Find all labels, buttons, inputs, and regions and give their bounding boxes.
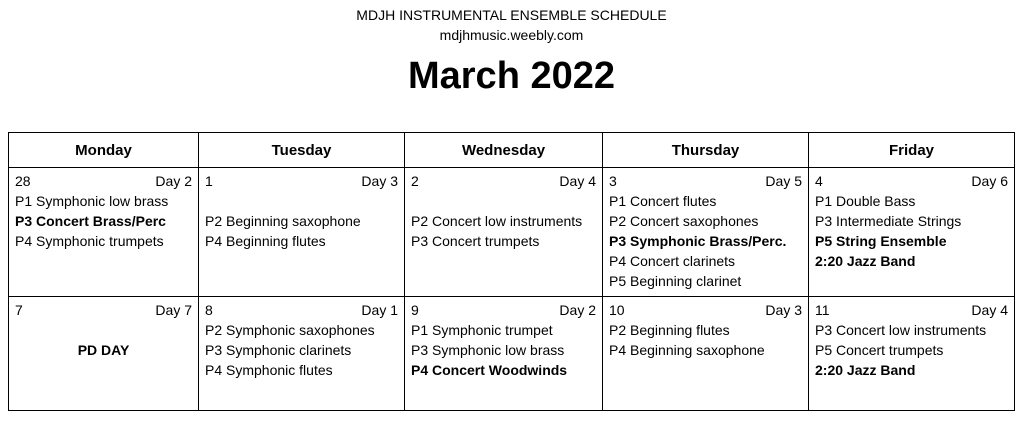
calendar-grid — [8, 132, 1015, 411]
schedule-entry: P1 Concert flutes — [609, 193, 717, 209]
rotation-day: Day 3 — [361, 173, 398, 189]
schedule-entry: P1 Double Bass — [815, 193, 916, 209]
schedule-entry: P5 Concert trumpets — [815, 342, 944, 358]
week-row — [9, 168, 1015, 297]
rotation-day: Day 7 — [155, 302, 192, 318]
weekday-header-row — [9, 133, 1015, 168]
day-cell — [809, 297, 1015, 411]
schedule-entry: P3 Concert Brass/Perc — [15, 213, 166, 229]
schedule-entry: P2 Beginning flutes — [609, 322, 730, 338]
month-title: March 2022 — [407, 55, 615, 97]
day-cell — [405, 297, 603, 411]
schedule-entry: P4 Symphonic flutes — [205, 362, 333, 378]
schedule-entry: P3 Concert low instruments — [815, 322, 987, 338]
schedule-entry: P3 Concert trumpets — [411, 233, 540, 249]
date-number: 2 — [411, 173, 419, 189]
schedule-entry: P5 Beginning clarinet — [609, 273, 742, 289]
date-number: 11 — [815, 302, 830, 318]
date-number: 8 — [205, 302, 213, 318]
schedule-entry: P2 Concert low instruments — [411, 213, 583, 229]
schedule-entry: P1 Symphonic low brass — [15, 193, 169, 209]
day-cell — [603, 168, 809, 297]
schedule-entry: 2:20 Jazz Band — [815, 253, 916, 269]
weekday-header: Tuesday — [199, 133, 405, 168]
schedule-entry: P3 Symphonic clarinets — [205, 342, 352, 358]
day-cell — [199, 297, 405, 411]
schedule-entry: P3 Intermediate Strings — [815, 213, 962, 229]
weekday-header: Thursday — [603, 133, 809, 168]
day-cell — [405, 168, 603, 297]
rotation-day: Day 4 — [971, 302, 1008, 318]
schedule-entry: P1 Symphonic trumpet — [411, 322, 553, 338]
schedule-entry: PD DAY — [77, 342, 130, 358]
rotation-day: Day 2 — [559, 302, 596, 318]
weekday-header: Wednesday — [405, 133, 603, 168]
schedule-entry: P3 Symphonic low brass — [411, 342, 565, 358]
schedule-entry: 2:20 Jazz Band — [815, 362, 916, 378]
empty-slot — [205, 191, 398, 211]
date-number: 28 — [15, 173, 31, 189]
date-number: 4 — [815, 173, 823, 189]
week-row — [9, 297, 1015, 411]
organization-title: MDJH INSTRUMENTAL ENSEMBLE SCHEDULE — [356, 7, 667, 23]
schedule-entry: P5 String Ensemble — [815, 233, 947, 249]
day-cell — [9, 168, 199, 297]
schedule-entry: P2 Beginning saxophone — [205, 213, 361, 229]
schedule-entry: P4 Beginning flutes — [205, 233, 326, 249]
schedule-entry: P4 Beginning saxophone — [609, 342, 765, 358]
date-number: 9 — [411, 302, 419, 318]
site-url: mdjhmusic.weebly.com — [439, 27, 584, 43]
rotation-day: Day 4 — [559, 173, 596, 189]
schedule-entry: P2 Symphonic saxophones — [205, 322, 375, 338]
day-cell — [809, 168, 1015, 297]
schedule-entry: P4 Symphonic trumpets — [15, 233, 164, 249]
weekday-header: Friday — [809, 133, 1015, 168]
rotation-day: Day 5 — [765, 173, 802, 189]
schedule-entry: P3 Symphonic Brass/Perc. — [609, 233, 787, 249]
day-cell — [199, 168, 405, 297]
rotation-day: Day 3 — [765, 302, 802, 318]
date-number: 3 — [609, 173, 617, 189]
day-cell — [603, 297, 809, 411]
schedule-entry: P2 Concert saxophones — [609, 213, 759, 229]
date-number: 10 — [609, 302, 625, 318]
schedule-entry: P4 Concert Woodwinds — [411, 362, 568, 378]
empty-slot — [411, 191, 596, 211]
weekday-header: Monday — [9, 133, 199, 168]
rotation-day: Day 1 — [361, 302, 398, 318]
date-number: 1 — [205, 173, 213, 189]
day-cell — [9, 297, 199, 411]
rotation-day: Day 6 — [971, 173, 1008, 189]
schedule-entry: P4 Concert clarinets — [609, 253, 736, 269]
empty-slot — [15, 320, 192, 340]
rotation-day: Day 2 — [155, 173, 192, 189]
date-number: 7 — [15, 302, 23, 318]
